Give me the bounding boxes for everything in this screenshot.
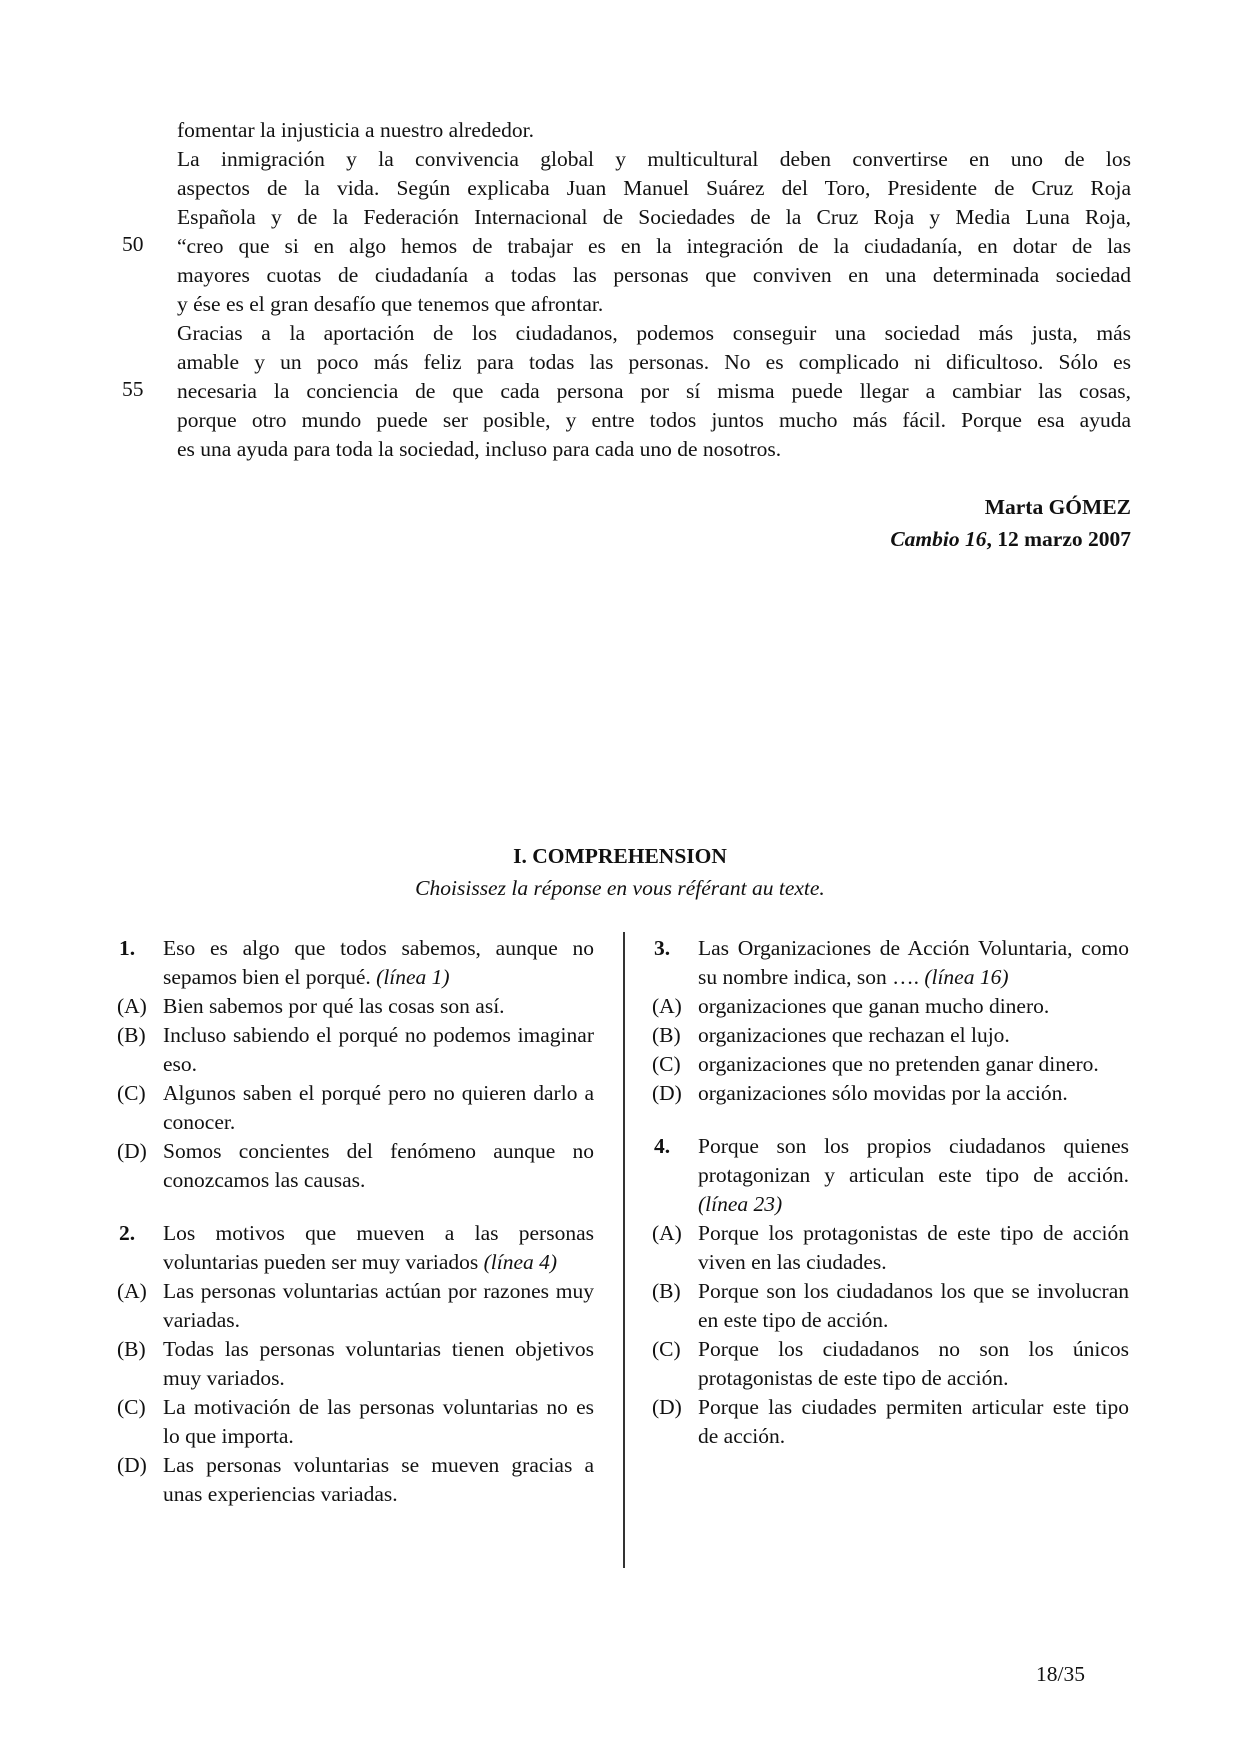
question-number: 3.: [654, 936, 671, 960]
passage-text: [177, 116, 1131, 464]
option-label: (B): [652, 1023, 681, 1047]
option-text: Porque son los ciudadanos los que se involucran en este tipo de acción.: [698, 1279, 1129, 1332]
publication-name: Cambio 16: [890, 527, 987, 551]
question-stem: [117, 1219, 594, 1277]
option-label: (C): [652, 1052, 681, 1076]
option-text: organizaciones sólo movidas por la acción.: [698, 1081, 1068, 1105]
passage-line: aspectos de la vida. Según explicaba Juan Manuel Suárez del Toro, Presidente de Cruz Roja: [177, 176, 1131, 200]
passage-line: porque otro mundo puede ser posible, y entre todos juntos mucho más fácil. Porque esa ayuda: [177, 408, 1131, 432]
answer-option-a[interactable]: [652, 1219, 1129, 1277]
answer-option-c[interactable]: [117, 1079, 594, 1137]
answer-option-c[interactable]: [652, 1335, 1129, 1393]
column-divider: [623, 932, 625, 1568]
option-label: (B): [652, 1279, 681, 1303]
line-reference: (línea 23): [698, 1192, 783, 1216]
page-number: 18/35: [1036, 1662, 1085, 1686]
option-text: organizaciones que no pretenden ganar dinero.: [698, 1052, 1099, 1076]
answer-option-a[interactable]: [117, 992, 594, 1021]
question-stem-text: Los motivos que mueven a las personas voluntarias pueden ser muy variados: [163, 1221, 594, 1274]
option-label: (C): [652, 1337, 681, 1361]
option-label: (C): [117, 1395, 146, 1419]
answer-option-a[interactable]: [117, 1277, 594, 1335]
option-text: Las personas voluntarias se mueven gracias a unas experiencias variadas.: [163, 1453, 594, 1506]
passage-line: necesaria la conciencia de que cada persona por sí misma puede llegar a cambiar las cosas,: [177, 379, 1131, 403]
option-text: Algunos saben el porqué pero no quieren darlo a conocer.: [163, 1081, 594, 1134]
option-label: (A): [117, 994, 147, 1018]
passage-line: Gracias a la aportación de los ciudadanos, podemos conseguir una sociedad más justa, más: [177, 321, 1131, 345]
option-label: (B): [117, 1337, 146, 1361]
passage-line: y ése es el gran desafío que tenemos que afrontar.: [177, 292, 604, 316]
answer-option-b[interactable]: [652, 1277, 1129, 1335]
answer-option-b[interactable]: [652, 1021, 1129, 1050]
passage-line: La inmigración y la convivencia global y multicultural deben convertirse en uno de los: [177, 147, 1131, 171]
line-reference: (línea 16): [924, 965, 1009, 989]
passage-line: fomentar la injusticia a nuestro alrededor.: [177, 118, 535, 142]
answer-option-d[interactable]: [117, 1137, 594, 1195]
question-stem-text: Las Organizaciones de Acción Voluntaria, como su nombre indica, son ….: [698, 936, 1129, 989]
option-text: Somos concientes del fenómeno aunque no conozcamos las causas.: [163, 1139, 594, 1192]
option-text: Porque los ciudadanos no son los únicos protagonistas de este tipo de acción.: [698, 1337, 1129, 1390]
option-label: (D): [652, 1081, 682, 1105]
question-number: 1.: [119, 936, 136, 960]
option-label: (A): [652, 994, 682, 1018]
option-text: La motivación de las personas voluntarias no es lo que importa.: [163, 1395, 594, 1448]
passage-line: mayores cuotas de ciudadanía a todas las personas que conviven en una determinada sociedad: [177, 263, 1131, 287]
publication-date: , 12 marzo 2007: [986, 527, 1131, 551]
option-label: (A): [117, 1279, 147, 1303]
question-number: 4.: [654, 1134, 671, 1158]
section-instruction: Choisissez la réponse en vous référant au texte.: [415, 876, 825, 900]
questions-right-column: [652, 934, 1129, 1475]
question-stem-text: Eso es algo que todos sabemos, aunque no sepamos bien el porqué.: [163, 936, 594, 989]
question-stem-text: Porque son los propios ciudadanos quienes protagonizan y articulan este tipo de acción.: [698, 1134, 1129, 1187]
option-label: (B): [117, 1023, 146, 1047]
answer-option-b[interactable]: [117, 1335, 594, 1393]
option-label: (D): [117, 1453, 147, 1477]
question-stem: [652, 1132, 1129, 1219]
answer-option-c[interactable]: [117, 1393, 594, 1451]
option-text: organizaciones que rechazan el lujo.: [698, 1023, 1010, 1047]
option-text: Todas las personas voluntarias tienen objetivos muy variados.: [163, 1337, 594, 1390]
answer-option-d[interactable]: [117, 1451, 594, 1509]
answer-option-d[interactable]: [652, 1079, 1129, 1108]
line-number-50: 50: [122, 232, 144, 256]
article-signature: [890, 491, 1131, 555]
line-reference: (línea 4): [483, 1250, 558, 1274]
question-number: 2.: [119, 1221, 136, 1245]
question-2: [117, 1219, 594, 1509]
line-number-55: 55: [122, 377, 144, 401]
question-4: [652, 1132, 1129, 1451]
option-text: Porque las ciudades permiten articular este tipo de acción.: [698, 1395, 1129, 1448]
line-reference: (línea 1): [376, 965, 450, 989]
publication-citation: [890, 523, 1131, 555]
passage-line: Española y de la Federación Internacional de Sociedades de la Cruz Roja y Media Luna Roja,: [177, 205, 1131, 229]
option-text: organizaciones que ganan mucho dinero.: [698, 994, 1050, 1018]
answer-option-c[interactable]: [652, 1050, 1129, 1079]
passage-line: amable y un poco más feliz para todas las personas. No es complicado ni dificultoso. Sólo es: [177, 350, 1131, 374]
answer-option-a[interactable]: [652, 992, 1129, 1021]
question-3: [652, 934, 1129, 1108]
option-text: Bien sabemos por qué las cosas son así.: [163, 994, 505, 1018]
answer-option-d[interactable]: [652, 1393, 1129, 1451]
passage-line: “creo que si en algo hemos de trabajar es en la integración de la ciudadanía, en dotar de las: [177, 234, 1131, 258]
passage-line: es una ayuda para toda la sociedad, incluso para cada uno de nosotros.: [177, 437, 782, 461]
author-name: Marta GÓMEZ: [984, 495, 1131, 519]
option-text: Porque los protagonistas de este tipo de acción viven en las ciudades.: [698, 1221, 1129, 1274]
section-header: [0, 840, 1240, 904]
option-label: (C): [117, 1081, 146, 1105]
answer-option-b[interactable]: [117, 1021, 594, 1079]
option-text: Las personas voluntarias actúan por razones muy variadas.: [163, 1279, 594, 1332]
option-label: (D): [117, 1139, 147, 1163]
option-label: (A): [652, 1221, 682, 1245]
question-1: [117, 934, 594, 1195]
option-text: Incluso sabiendo el porqué no podemos imaginar eso.: [163, 1023, 594, 1076]
option-label: (D): [652, 1395, 682, 1419]
questions-left-column: [117, 934, 594, 1533]
question-stem: [652, 934, 1129, 992]
section-title: I. COMPREHENSION: [513, 844, 727, 868]
question-stem: [117, 934, 594, 992]
